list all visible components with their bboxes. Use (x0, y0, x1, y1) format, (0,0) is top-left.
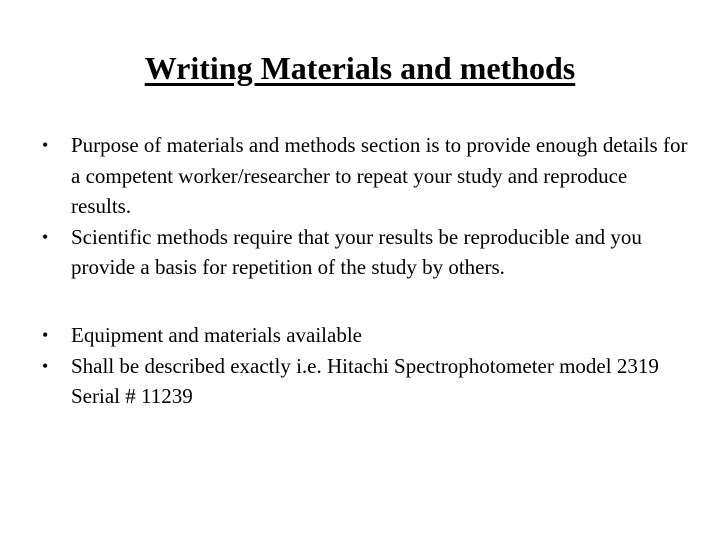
bullet-text: Equipment and materials available (71, 323, 362, 347)
bullet-text: Purpose of materials and methods section is to provide enough details for a competent worker/researcher to repeat your study and reproduce results. (71, 133, 688, 218)
bullet-item-purpose (42, 130, 692, 222)
bullet-item-described-exactly (42, 351, 692, 412)
bullet-text: Shall be described exactly i.e. Hitachi Spectrophotometer model 2319 Serial # 11239 (71, 353, 659, 408)
bullet-list-purpose (42, 130, 692, 283)
bullet-marker: • (42, 226, 49, 247)
bullet-marker: • (42, 135, 49, 155)
bullet-item-equipment (42, 320, 692, 351)
slide-title: Writing Materials and methods (144, 50, 576, 86)
bullet-text: Scientific methods require that your results be reproducible and you provide a basis for repetition of the study by others. (71, 224, 642, 279)
bullet-marker: • (42, 325, 49, 345)
bullet-list-equipment (42, 320, 692, 412)
bullet-item-reproducible (42, 222, 692, 283)
bullet-marker: • (42, 355, 49, 376)
